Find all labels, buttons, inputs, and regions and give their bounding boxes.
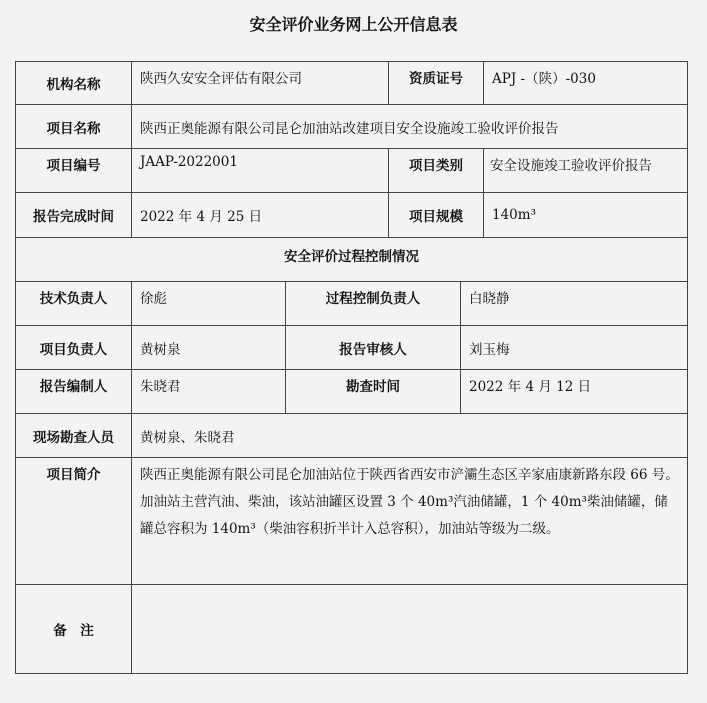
compiler-label: 报告编制人 xyxy=(16,370,132,413)
tech-lead-value: 徐彪 xyxy=(132,282,286,325)
cert-label: 资质证号 xyxy=(389,62,484,104)
info-table xyxy=(15,61,688,674)
org-value: 陕西久安安全评估有限公司 xyxy=(132,62,389,104)
org-label: 机构名称 xyxy=(16,62,132,104)
scale-value: 140m³ xyxy=(492,207,536,223)
table-row xyxy=(16,370,687,414)
section-heading: 安全评价过程控制情况 xyxy=(284,249,419,265)
table-row xyxy=(16,62,687,105)
survey-date-label: 勘查时间 xyxy=(286,370,461,413)
surveyors-label: 现场勘查人员 xyxy=(16,414,132,457)
table-row xyxy=(16,105,687,149)
table-row xyxy=(16,282,687,326)
intro-value: 陕西正奥能源有限公司昆仑加油站位于陕西省西安市浐灞生态区辛家庙康新路东段 66 号。加油站主营汽油、柴油，该站油罐区设置 3 个 40m³汽油储罐，1 个 40m³柴油储罐，储罐总容积为 140m³（柴油容积折半计入总容积），加油站等级为二级。 xyxy=(140,467,679,537)
table-row xyxy=(16,458,687,585)
project-no-value: JAAP-2022001 xyxy=(132,149,389,192)
project-type-label: 项目类别 xyxy=(389,149,484,192)
page-title: 安全评价业务网上公开信息表 xyxy=(249,15,458,34)
scale-label: 项目规模 xyxy=(389,193,484,237)
tech-lead-label: 技术负责人 xyxy=(16,282,132,325)
project-lead-label: 项目负责人 xyxy=(16,326,132,369)
reviewer-value: 刘玉梅 xyxy=(469,341,510,358)
reviewer-label: 报告审核人 xyxy=(286,326,461,369)
project-name-value: 陕西正奥能源有限公司昆仑加油站改建项目安全设施竣工验收评价报告 xyxy=(140,120,559,137)
project-type-value: 安全设施竣工验收评价报告 xyxy=(490,158,652,174)
process-lead-value: 白晓静 xyxy=(469,291,510,307)
remarks-label: 备 注 xyxy=(16,585,132,673)
remarks-value xyxy=(132,585,687,673)
table-row xyxy=(16,326,687,370)
cert-value: APJ -（陕）-030 xyxy=(492,71,596,87)
table-row xyxy=(16,585,687,673)
table-row xyxy=(16,238,687,282)
table-row xyxy=(16,193,687,238)
process-lead-label: 过程控制负责人 xyxy=(286,282,461,325)
surveyors-value: 黄树泉、朱晓君 xyxy=(140,429,235,446)
compiler-value: 朱晓君 xyxy=(132,370,286,413)
intro-label: 项目简介 xyxy=(16,458,132,584)
project-lead-value: 黄树泉 xyxy=(132,326,286,369)
report-date-value: 2022 年 4 月 25 日 xyxy=(132,193,389,237)
survey-date-value: 2022 年 4 月 12 日 xyxy=(469,379,592,395)
table-row xyxy=(16,414,687,458)
table-row xyxy=(16,149,687,193)
report-date-label: 报告完成时间 xyxy=(16,193,132,237)
project-name-label: 项目名称 xyxy=(16,105,132,148)
project-no-label: 项目编号 xyxy=(16,149,132,192)
